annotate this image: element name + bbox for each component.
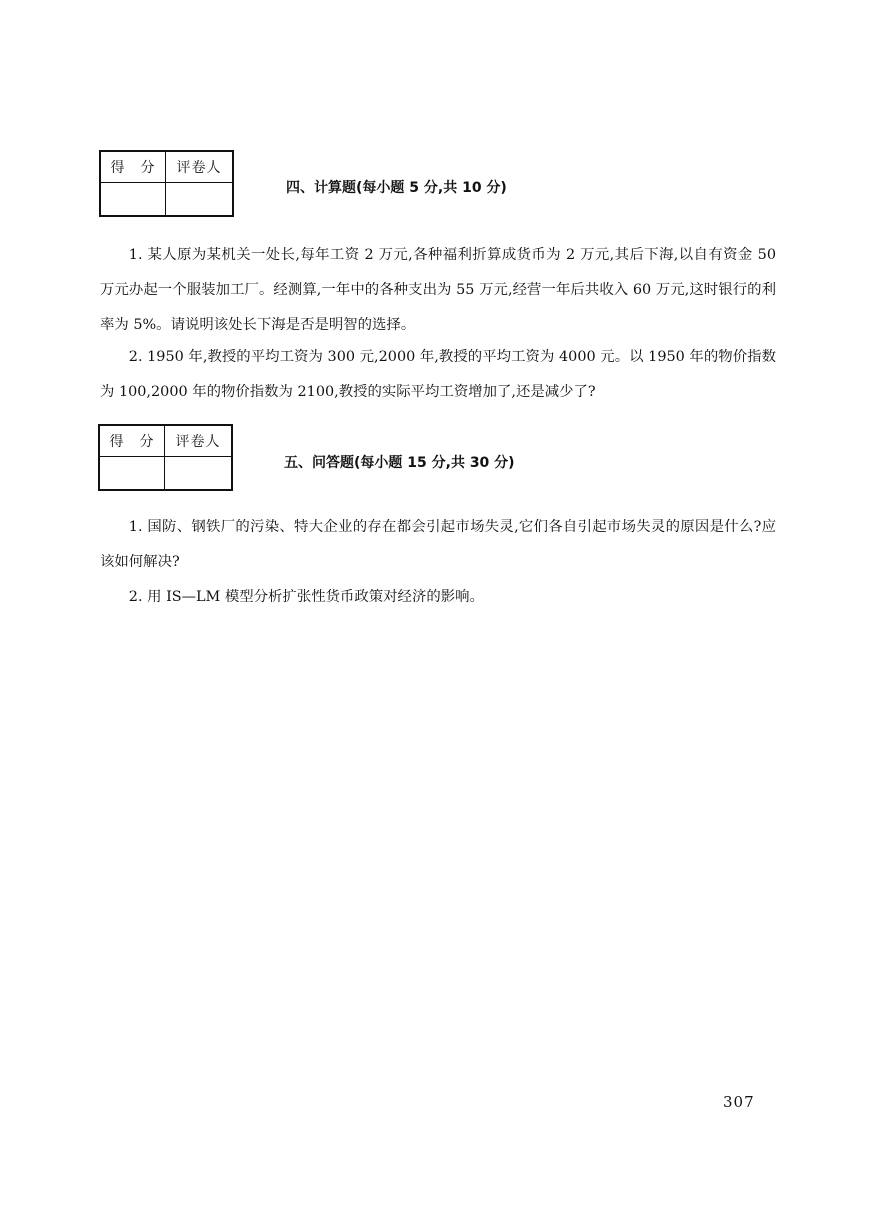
section4-question-1: 1. 某人原为某机关一处长,每年工资 2 万元,各种福利折算成货币为 2 万元,其后下海,以自有资金 50 万元办起一个服装加工厂。经测算,一年中的各种支出为 55 万元,经营一年后共收入 60 万元,这时银行的利率为 5%。请说明该处长下海是否是明智的选择。 [100,247,776,333]
score-cell [99,457,165,491]
grader-label: 评卷人 [165,425,233,457]
score-label: 得 分 [100,151,166,183]
score-table-section4 [99,150,234,217]
section5-question-2: 2. 用 IS—LM 模型分析扩张性货币政策对经济的影响。 [128,589,484,605]
grader-cell [166,183,234,217]
section4-question-2: 2. 1950 年,教授的平均工资为 300 元,2000 年,教授的平均工资为 4000 元。以 1950 年的物价指数为 100,2000 年的物价指数为 2100,教授的实际平均工资增加了,还是减少了? [100,349,776,400]
section5-question-1: 1. 国防、钢铁厂的污染、特大企业的存在都会引起市场失灵,它们各自引起市场失灵的原因是什么?应该如何解决? [100,519,776,570]
grader-cell [165,457,233,491]
page-number: 307 [723,1093,755,1111]
grader-label: 评卷人 [166,151,234,183]
section4-title: 四、计算题(每小题 5 分,共 10 分) [286,180,507,196]
score-table-section5 [98,424,233,491]
score-label: 得 分 [99,425,165,457]
section5-title: 五、问答题(每小题 15 分,共 30 分) [284,455,515,471]
score-cell [100,183,166,217]
